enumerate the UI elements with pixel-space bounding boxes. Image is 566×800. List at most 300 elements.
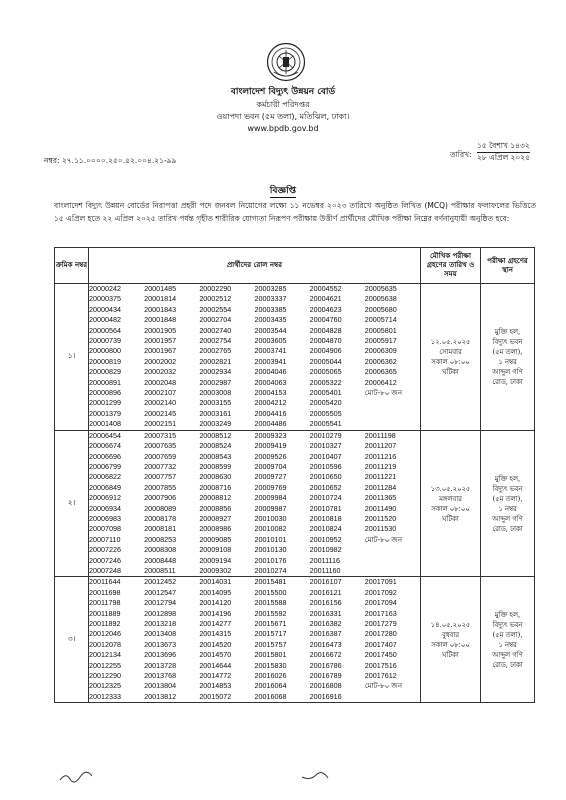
roll-number: 20000375 xyxy=(89,294,121,304)
roll-number: 20008856 xyxy=(199,503,232,513)
roll-number: 20011284 xyxy=(364,482,397,492)
roll-number: 20016672 xyxy=(309,650,342,660)
roll-line xyxy=(89,452,420,462)
roll-number: 20002140 xyxy=(144,398,177,408)
roll-number: 20005801 xyxy=(364,325,397,335)
roll-number: 20006362 xyxy=(364,356,397,366)
header-rolls: প্রার্থীদের রোল নম্বর xyxy=(89,248,421,284)
roll-number: 20015801 xyxy=(254,650,287,660)
roll-number: 20014772 xyxy=(199,671,232,681)
roll-line xyxy=(89,441,420,451)
roll-number: 20016331 xyxy=(309,608,342,618)
roll-number: 20005420 xyxy=(309,398,342,408)
roll-line xyxy=(89,524,420,534)
roll-number: 20005401 xyxy=(309,388,342,398)
roll-number: 20003741 xyxy=(254,346,287,356)
roll-line xyxy=(89,419,420,429)
roll-line xyxy=(89,346,420,356)
roll-number: 20010274 xyxy=(254,565,287,575)
roll-number: 20009704 xyxy=(254,461,287,471)
org-name: বাংলাদেশ বিদ্যুৎ উন্নয়ন বোর্ড xyxy=(230,87,336,97)
roll-number: 20012325 xyxy=(89,681,121,691)
table-row xyxy=(55,577,535,703)
roll-number: 20015830 xyxy=(254,660,287,670)
roll-number xyxy=(365,409,420,419)
roll-number: 20017279 xyxy=(364,619,397,628)
roll-number: 20010279 xyxy=(309,430,342,440)
roll-number: 20013812 xyxy=(144,691,177,701)
roll-number: 20016387 xyxy=(309,629,342,639)
roll-number: 20000896 xyxy=(89,388,121,398)
roll-number: 20004046 xyxy=(254,367,287,377)
roll-number: 20003941 xyxy=(254,356,287,366)
roll-number: 20011160 xyxy=(309,565,341,575)
roll-line xyxy=(89,378,420,388)
roll-number: 20013768 xyxy=(144,671,177,681)
roll-number: 20010824 xyxy=(309,524,342,534)
roll-number: 20016808 xyxy=(309,681,342,691)
roll-number: 20010176 xyxy=(254,555,287,565)
roll-number: 20004416 xyxy=(254,408,287,418)
roll-number: 20009108 xyxy=(199,545,232,555)
roll-number: 20012046 xyxy=(89,629,121,639)
roll-number: 20000564 xyxy=(89,325,121,335)
roll-number xyxy=(365,556,420,566)
roll-number: 20015481 xyxy=(254,577,287,587)
table-row xyxy=(55,284,535,431)
roll-line xyxy=(89,284,420,294)
roll-number xyxy=(365,419,420,429)
roll-number: 20008448 xyxy=(144,555,177,565)
roll-number: 20009727 xyxy=(254,472,287,482)
roll-line xyxy=(89,535,420,545)
website-link[interactable]: www.bpdb.gov.bd xyxy=(247,124,319,133)
roll-number: 20016121 xyxy=(309,587,342,597)
roll-line xyxy=(89,671,420,681)
roll-number xyxy=(365,545,420,555)
roll-number: 20011892 xyxy=(89,619,121,628)
roll-number: 20001408 xyxy=(89,419,121,429)
roll-number: 20002821 xyxy=(199,356,232,366)
roll-number: 20003008 xyxy=(199,388,232,398)
roll-number: 20001967 xyxy=(144,346,177,356)
roll-number: 20004552 xyxy=(309,284,342,293)
roll-line xyxy=(89,588,420,598)
roll-line xyxy=(89,483,420,493)
roll-number: 20002151 xyxy=(144,419,177,429)
viva-datetime: ১৪.০৫.২০২৫ বুধবার সকাল ০৮:০০ ঘটিকা xyxy=(421,577,481,703)
roll-number: 20008716 xyxy=(199,482,232,492)
roll-number: 20000891 xyxy=(89,377,121,387)
roll-grid xyxy=(89,577,420,702)
viva-datetime: ১২.০৫.২০২৫ সোমবার সকাল ০৮:০০ ঘটিকা xyxy=(421,284,481,431)
roll-number: 20006674 xyxy=(89,441,121,451)
roll-number: 20006365 xyxy=(364,367,397,377)
roll-line xyxy=(89,598,420,608)
roll-line xyxy=(89,681,420,691)
roll-number: 20013728 xyxy=(144,660,177,670)
roll-number: 20012898 xyxy=(144,608,177,618)
roll-number: 20006799 xyxy=(89,461,121,471)
roll-number: 20002765 xyxy=(199,346,232,356)
roll-number: 20017450 xyxy=(364,650,397,660)
roll-number: 20007098 xyxy=(89,524,121,534)
roll-number: 20006412 xyxy=(364,377,397,387)
roll-number: 20016789 xyxy=(309,671,342,681)
roll-number: 20000819 xyxy=(89,356,121,366)
roll-number: 20011221 xyxy=(364,472,397,482)
viva-place: মুক্তি হল, বিদ্যুৎ ভবন (৫ম তলা), ১ নম্বর আব্দুল গণি রোড, ঢাকা xyxy=(481,430,535,577)
roll-table xyxy=(54,247,535,703)
roll-number: 20004828 xyxy=(309,325,342,335)
roll-number: 20000482 xyxy=(89,315,121,325)
roll-number: মোট-৮০ জন xyxy=(364,388,403,398)
roll-number: 20003155 xyxy=(199,398,232,408)
date-english: ২৮ এপ্রিল ২০২৫ xyxy=(477,153,531,162)
roll-number: 20002754 xyxy=(199,336,232,346)
roll-number: 20012290 xyxy=(89,671,121,681)
roll-number: 20004486 xyxy=(254,419,287,429)
row-serial: ১। xyxy=(55,284,89,431)
roll-number: 20006912 xyxy=(89,493,121,503)
bpdb-emblem-icon xyxy=(266,42,306,82)
roll-number: 20008512 xyxy=(199,430,232,440)
roll-number: 20011798 xyxy=(89,598,121,608)
roll-number: 20005322 xyxy=(309,377,342,387)
roll-number: 20006849 xyxy=(89,482,121,492)
roll-number: 20014315 xyxy=(199,629,232,639)
roll-number: 20007110 xyxy=(89,534,121,544)
roll-number: 20007226 xyxy=(89,545,121,555)
roll-number: 20002002 xyxy=(144,356,177,366)
roll-cell xyxy=(89,430,421,577)
notice-title xyxy=(0,183,566,198)
roll-number: 20010781 xyxy=(309,503,342,513)
roll-number: 20005714 xyxy=(364,315,397,325)
reference-number: নম্বর: ২৭.১১.০০০০.২৫০.৫২.০০৪.২১-৯৯ xyxy=(44,156,177,165)
roll-number: 20016786 xyxy=(309,660,342,670)
roll-number: 20011216 xyxy=(364,451,397,461)
roll-number: 20001957 xyxy=(144,336,177,346)
roll-number: 20001848 xyxy=(144,315,177,325)
roll-number: 20013408 xyxy=(144,629,177,639)
roll-number: 20015588 xyxy=(254,598,287,608)
roll-number: 20010982 xyxy=(309,545,342,555)
roll-number: 20016382 xyxy=(309,619,342,628)
roll-number: 20017094 xyxy=(364,598,397,608)
roll-number: 20002934 xyxy=(199,367,232,377)
roll-number: 20004906 xyxy=(309,346,342,356)
header-place: পরীক্ষা গ্রহণের স্থান xyxy=(481,248,535,284)
roll-number: 20017280 xyxy=(364,629,397,639)
table-row xyxy=(55,430,535,577)
roll-number: 20017163 xyxy=(364,608,397,618)
roll-number: 20014196 xyxy=(199,608,232,618)
roll-number: 20015500 xyxy=(254,587,287,597)
roll-number: 20006983 xyxy=(89,513,121,523)
roll-number: 20011644 xyxy=(89,577,121,587)
roll-number: 20001299 xyxy=(89,398,121,408)
roll-number: 20004623 xyxy=(309,304,342,314)
roll-number: 20009419 xyxy=(254,441,287,451)
roll-number: 20014277 xyxy=(199,619,232,628)
roll-number: 20004621 xyxy=(309,294,342,304)
roll-line xyxy=(89,577,420,587)
roll-line xyxy=(89,336,420,346)
roll-number: 20003249 xyxy=(199,419,232,429)
roll-number: 20007855 xyxy=(144,482,177,492)
roll-number: 20012078 xyxy=(89,639,121,649)
roll-number: 20006934 xyxy=(89,503,121,513)
roll-number: 20006822 xyxy=(89,472,121,482)
roll-number: 20007635 xyxy=(144,441,177,451)
roll-number: 20001843 xyxy=(144,304,177,314)
roll-line xyxy=(89,650,420,660)
roll-number: 20007246 xyxy=(89,555,121,565)
roll-number: 20017092 xyxy=(364,587,397,597)
roll-number xyxy=(365,692,420,702)
roll-number: 20015757 xyxy=(254,639,287,649)
roll-number: 20003605 xyxy=(254,336,287,346)
roll-line xyxy=(89,431,420,441)
roll-grid xyxy=(89,431,420,577)
roll-number: 20009302 xyxy=(199,565,232,575)
header-serial: ক্রমিক নম্বর xyxy=(55,248,89,284)
roll-number: 20000434 xyxy=(89,304,121,314)
table-body xyxy=(55,284,535,703)
roll-number: 20016064 xyxy=(254,681,287,691)
roll-number: 20011365 xyxy=(364,493,397,503)
roll-number: 20005505 xyxy=(309,408,342,418)
roll-number: 20015592 xyxy=(254,608,287,618)
roll-number: 20013696 xyxy=(144,650,177,660)
roll-number: 20011219 xyxy=(364,461,397,471)
viva-place: মুক্তি হল, বিদ্যুৎ ভবন (৫ম তলা), ১ নম্বর আব্দুল গণি রোড, ঢাকা xyxy=(481,284,535,431)
roll-line xyxy=(89,493,420,503)
roll-number: 20002032 xyxy=(144,367,177,377)
roll-line xyxy=(89,388,420,398)
roll-number: 20008927 xyxy=(199,513,232,523)
roll-number: 20006454 xyxy=(89,430,121,440)
roll-number: 20005065 xyxy=(309,367,342,377)
roll-line xyxy=(89,305,420,315)
roll-line xyxy=(89,472,420,482)
roll-number: 20003285 xyxy=(254,284,287,293)
roll-number: 20011520 xyxy=(364,513,397,523)
roll-number: 20008986 xyxy=(199,524,232,534)
roll-line xyxy=(89,661,420,671)
roll-number: 20010650 xyxy=(309,472,342,482)
roll-number: 20008524 xyxy=(199,441,232,451)
roll-number: 20002290 xyxy=(199,284,232,293)
roll-number: 20011207 xyxy=(364,441,397,451)
notice-title-text: বিজ্ঞপ্তি xyxy=(269,186,297,196)
roll-line xyxy=(89,640,420,650)
roll-number: 20014031 xyxy=(199,577,232,587)
roll-line xyxy=(89,556,420,566)
roll-number: 20009323 xyxy=(254,430,287,440)
roll-number: 20003161 xyxy=(199,408,232,418)
roll-number: 20008630 xyxy=(199,472,232,482)
roll-number: 20016473 xyxy=(309,639,342,649)
roll-line xyxy=(89,326,420,336)
roll-number: 20014853 xyxy=(199,681,232,691)
roll-number: 20005680 xyxy=(364,304,397,314)
roll-number: 20010407 xyxy=(309,451,342,461)
roll-number: মোট-৮০ জন xyxy=(364,681,403,691)
roll-number: 20009769 xyxy=(254,482,287,492)
roll-number: 20016916 xyxy=(309,691,342,701)
roll-number: 20011530 xyxy=(364,524,397,534)
roll-number: 20013218 xyxy=(144,619,177,628)
date-bangla: ১৫ বৈশাখ ১৪৩২ xyxy=(477,141,530,153)
roll-number: 20001485 xyxy=(144,284,177,293)
roll-number: 20007757 xyxy=(144,472,177,482)
roll-number: 20008089 xyxy=(144,503,177,513)
roll-number: 20009085 xyxy=(199,534,232,544)
roll-number: 20002145 xyxy=(144,408,177,418)
roll-number: 20016026 xyxy=(254,671,287,681)
roll-number: 20000242 xyxy=(89,284,121,293)
roll-number: 20013673 xyxy=(144,639,177,649)
roll-number: 20005044 xyxy=(309,356,342,366)
roll-number: 20002554 xyxy=(199,304,232,314)
roll-number: 20011116 xyxy=(309,555,341,565)
roll-number: 20007906 xyxy=(144,493,177,503)
roll-number: 20000800 xyxy=(89,346,121,356)
roll-number: 20000829 xyxy=(89,367,121,377)
roll-number: 20016068 xyxy=(254,691,287,701)
roll-number: 20016107 xyxy=(309,577,342,587)
roll-number: 20001814 xyxy=(144,294,177,304)
roll-number: 20011889 xyxy=(89,608,121,618)
roll-number: 20016156 xyxy=(309,598,342,608)
roll-number: 20012547 xyxy=(144,587,177,597)
address: ওয়াপদা ভবন (৫ম তলা), মতিঝিল, ঢাকা। xyxy=(216,112,350,121)
roll-number: 20010724 xyxy=(309,493,342,503)
roll-number: 20005541 xyxy=(309,419,342,429)
roll-line xyxy=(89,504,420,514)
roll-number: 20009526 xyxy=(254,451,287,461)
roll-number: 20004870 xyxy=(309,336,342,346)
roll-number: 20002740 xyxy=(199,325,232,335)
roll-number: 20000739 xyxy=(89,336,121,346)
roll-number: 20015717 xyxy=(254,629,287,639)
roll-number: 20008308 xyxy=(144,545,177,555)
roll-number: 20010652 xyxy=(309,482,342,492)
roll-number: 20012333 xyxy=(89,691,121,701)
roll-number: 20017407 xyxy=(364,639,397,649)
roll-line xyxy=(89,409,420,419)
row-serial: ৩। xyxy=(55,577,89,703)
roll-line xyxy=(89,545,420,555)
header-datetime: মৌখিক পরীক্ষা গ্রহণের তারিখ ও সময় xyxy=(421,248,481,284)
viva-datetime: ১৩.০৫.২০২৫ মঙ্গলবার সকাল ০৮:০০ ঘটিকা xyxy=(421,430,481,577)
roll-number: 20012794 xyxy=(144,598,177,608)
roll-number: 20011698 xyxy=(89,587,121,597)
roll-number: 20006309 xyxy=(364,346,397,356)
roll-number: মোট-৮০ জন xyxy=(364,534,403,544)
roll-number: 20008178 xyxy=(144,513,177,523)
roll-line xyxy=(89,692,420,702)
date-block xyxy=(477,141,530,163)
roll-number: 20007315 xyxy=(144,430,177,440)
roll-number: 20010818 xyxy=(309,513,342,523)
roll-line xyxy=(89,566,420,576)
roll-number: 20015671 xyxy=(254,619,287,628)
roll-line xyxy=(89,357,420,367)
roll-number: 20001905 xyxy=(144,325,177,335)
roll-number: 20010596 xyxy=(309,461,342,471)
roll-number: 20008812 xyxy=(199,493,232,503)
roll-number: 20008511 xyxy=(144,565,176,575)
roll-number: 20007732 xyxy=(144,461,177,471)
roll-line xyxy=(89,367,420,377)
roll-number: 20004212 xyxy=(254,398,287,408)
roll-number: 20017516 xyxy=(364,660,397,670)
signature-left xyxy=(58,771,94,785)
roll-number: 20015072 xyxy=(199,691,232,701)
roll-number: 20006696 xyxy=(89,451,121,461)
roll-number: 20003544 xyxy=(254,325,287,335)
roll-number: 20010082 xyxy=(254,524,287,534)
roll-number: 20009194 xyxy=(199,555,232,565)
roll-line xyxy=(89,462,420,472)
roll-number: 20009987 xyxy=(254,503,287,513)
roll-number: 20007248 xyxy=(89,565,121,575)
roll-number xyxy=(365,398,420,408)
date-label: তারিখ: xyxy=(450,150,472,159)
roll-number: 20008181 xyxy=(144,524,177,534)
roll-number: 20009984 xyxy=(254,493,287,503)
roll-number: 20003337 xyxy=(254,294,287,304)
roll-number: 20005917 xyxy=(364,336,397,346)
roll-number: 20002048 xyxy=(144,377,177,387)
roll-number: 20004153 xyxy=(254,388,287,398)
roll-number: 20010327 xyxy=(309,441,342,451)
roll-number: 20002512 xyxy=(199,294,232,304)
roll-number: 20004760 xyxy=(309,315,342,325)
roll-number: 20011490 xyxy=(364,503,397,513)
roll-line xyxy=(89,609,420,619)
roll-line xyxy=(89,315,420,325)
roll-number: 20008543 xyxy=(199,451,232,461)
roll-line xyxy=(89,619,420,629)
roll-number: 20012255 xyxy=(89,660,121,670)
roll-number: 20012452 xyxy=(144,577,177,587)
roll-number: 20003385 xyxy=(254,304,287,314)
roll-number: 20002704 xyxy=(199,315,232,325)
intro-paragraph: বাংলাদেশ বিদ্যুৎ উন্নয়ন বোর্ডের নিরাপত্তা প্রহরী পদে জনবল নিয়োগের লক্ষ্যে ১১ নভেম্বর ২০২৩ তারিখে অনুষ্ঠিত লিখিত (MCQ) পরীক্ষার ফলাফলের ভিত্তিতে ১৫ এপ্রিল হতে ২২ এপ্রিল ২০২৫ তারিখ পর্যন্ত গৃহীত শারীরিক যোগ্যতা নিরূপণ পরীক্ষায় উত্তীর্ণ প্রার্থীদের মৌখিক পরীক্ষা নিম্নের বর্ণনানুযায়ী অনুষ্ঠিত হবে: xyxy=(54,201,536,223)
department: কর্মচারী পরিদপ্তর xyxy=(256,100,310,109)
roll-number: 20001379 xyxy=(89,408,121,418)
roll-number: 20014120 xyxy=(199,598,232,608)
roll-number: 20012134 xyxy=(89,650,121,660)
roll-grid xyxy=(89,284,420,430)
roll-number: 20013804 xyxy=(144,681,177,691)
roll-number: 20017612 xyxy=(364,671,397,681)
roll-number: 20010030 xyxy=(254,513,287,523)
roll-number xyxy=(365,566,420,576)
roll-number: 20014570 xyxy=(199,650,232,660)
roll-number: 20005635 xyxy=(364,284,397,293)
roll-number: 20002107 xyxy=(144,388,177,398)
roll-line xyxy=(89,629,420,639)
roll-number: 20003435 xyxy=(254,315,287,325)
roll-number: 20010130 xyxy=(254,545,287,555)
signature-right xyxy=(300,771,330,785)
roll-number: 20014520 xyxy=(199,639,232,649)
